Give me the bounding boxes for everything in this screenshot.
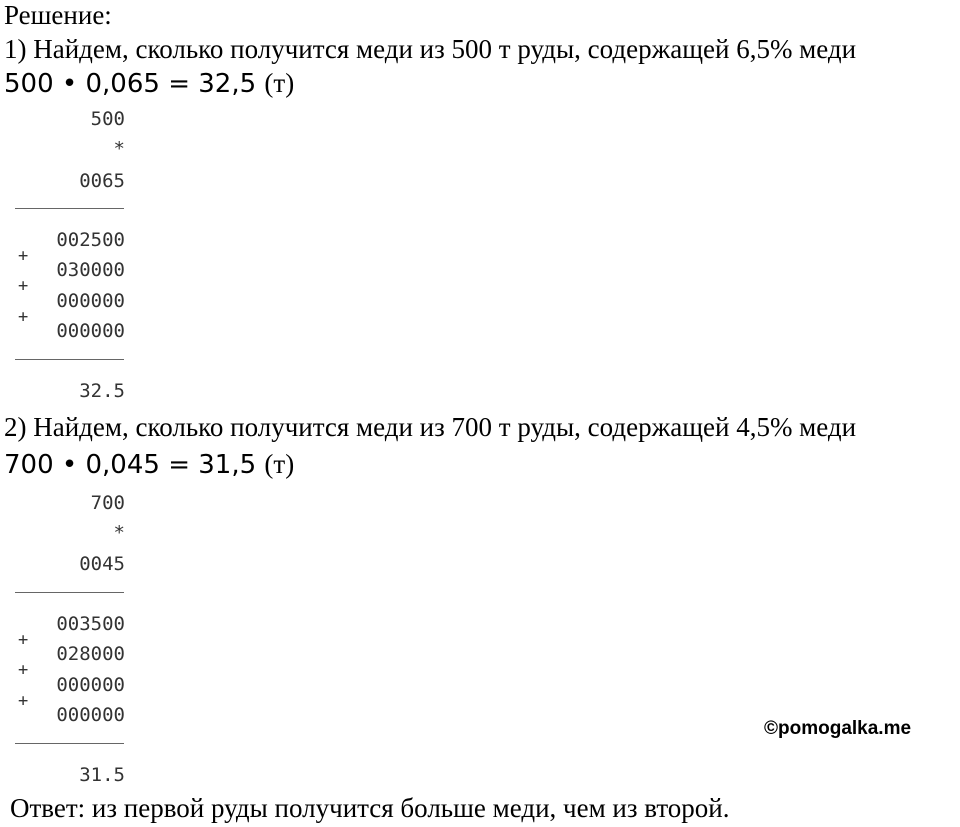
step-1-formula	[4, 68, 294, 99]
step-2-plus-2: +	[18, 660, 29, 680]
step-1-operand-2: 0065	[79, 170, 125, 192]
step-1-operator: *	[113, 138, 125, 160]
step-2-partial-2: 028000	[56, 643, 125, 665]
step-1-plus-3: +	[18, 307, 29, 327]
step-2-bottom-rule	[15, 743, 124, 744]
step-2-formula-expression: 700 • 0,045 = 31,5	[4, 450, 257, 480]
step-1-top-rule	[15, 208, 124, 209]
answer-text: Ответ: из первой руды получится больше меди, чем из второй.	[10, 793, 730, 823]
step-1-operand-1: 500	[90, 108, 125, 130]
step-2-top-rule	[15, 592, 124, 593]
step-2-operand-2: 0045	[79, 553, 125, 575]
step-2-result: 31.5	[79, 764, 125, 786]
site-watermark: ©pomogalka.me	[764, 718, 912, 739]
step-1-bottom-rule	[15, 359, 124, 360]
step-2-partial-4: 000000	[56, 704, 125, 726]
step-2-plus-1: +	[18, 630, 29, 650]
step-1-partial-1: 002500	[56, 229, 125, 251]
step-1-partial-2: 030000	[56, 259, 125, 281]
step-1-formula-unit: (т)	[264, 68, 295, 98]
step-1-formula-expression: 500 • 0,065 = 32,5	[4, 69, 257, 99]
solution-heading: Решение:	[4, 0, 112, 30]
step-2-text: 2) Найдем, сколько получится меди из 700 т руды, содержащей 4,5% меди	[4, 412, 857, 442]
step-2-formula	[4, 449, 294, 480]
step-1-text: 1) Найдем, сколько получится меди из 500 т руды, содержащей 6,5% меди	[4, 34, 857, 64]
step-1-partial-4: 000000	[56, 320, 125, 342]
step-2-plus-3: +	[18, 691, 29, 711]
step-2-operator: *	[113, 522, 125, 544]
step-1-partial-3: 000000	[56, 290, 125, 312]
step-2-partial-1: 003500	[56, 613, 125, 635]
step-1-result: 32.5	[79, 380, 125, 402]
step-1-plus-1: +	[18, 246, 29, 266]
step-2-partial-3: 000000	[56, 674, 125, 696]
step-1-plus-2: +	[18, 276, 29, 296]
step-2-formula-unit: (т)	[264, 449, 295, 479]
step-2-operand-1: 700	[90, 492, 125, 514]
